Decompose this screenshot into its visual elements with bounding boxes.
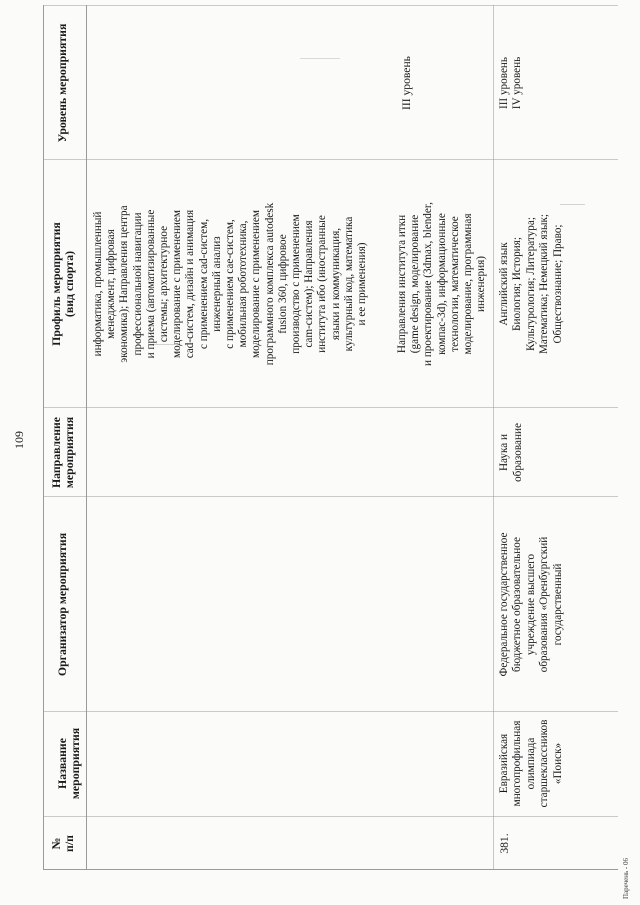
col-rule-7 <box>43 5 618 6</box>
col-rule-6 <box>43 159 618 160</box>
row-num: 381. <box>498 833 511 854</box>
col-rule-5 <box>43 407 618 408</box>
header-level: Уровень мероприятия <box>55 23 69 143</box>
col-rule-4 <box>43 496 618 497</box>
row-name: Евразийская многопрофильная олимпиада старшеклассников «Поиск» <box>498 719 564 808</box>
header-organizer: Организатор мероприятия <box>55 532 69 677</box>
row-organizer: Федеральное государственное бюджетное образовательное учреждение высшего образования «Оренбургский государственный <box>498 532 564 677</box>
profile-continuation-1: информатика, промышленный менеджмент, цифровая экономика); Направления центра профессиональной навигации и приема (автоматизированные системы; архитектурное моделирование с применением cad-систем, дизайн и анимация с применением cad-систем, инженерный анализ с применением cae-систем, мобильная робототехника, моделирование с применением программного комплекса autodesk fusion 360, цифровое производство с применением cam-систем); Направления института ибо (иностранные языки и коммуникация, культурный код, математика и ее применения) <box>92 202 369 366</box>
header-num: № п/п <box>49 835 76 852</box>
col-rule-1 <box>43 869 618 870</box>
table-rule-header-bottom <box>86 5 87 870</box>
page-number: 109 <box>12 431 26 449</box>
table-rule-top <box>43 5 44 870</box>
profile-continuation-2: Направления института иткн (game design, моделирование и проектирование (3dmax, blender, компас-3d), информационные технологии, математическое моделирование, программная инженерия) <box>396 202 488 366</box>
table-rule-cont-bottom <box>493 5 494 870</box>
header-name: Название мероприятия <box>55 727 82 800</box>
row-direction: Наука и образование <box>498 423 524 482</box>
header-direction: Направление мероприятия <box>49 416 76 489</box>
col-rule-2 <box>43 816 618 817</box>
level-continuation: III уровень <box>400 56 413 110</box>
footer-note: Паречень - 06 <box>622 858 630 899</box>
row-level: III уровень IV уровень <box>498 56 524 110</box>
row-profile: Английский язык Биология; История; Культурология; Литература; Математика; Немецкий язык; Обществознание; Право; <box>498 213 564 355</box>
scan-speck <box>300 58 340 59</box>
header-profile: Профиль мероприятия (вид спорта) <box>49 222 76 346</box>
